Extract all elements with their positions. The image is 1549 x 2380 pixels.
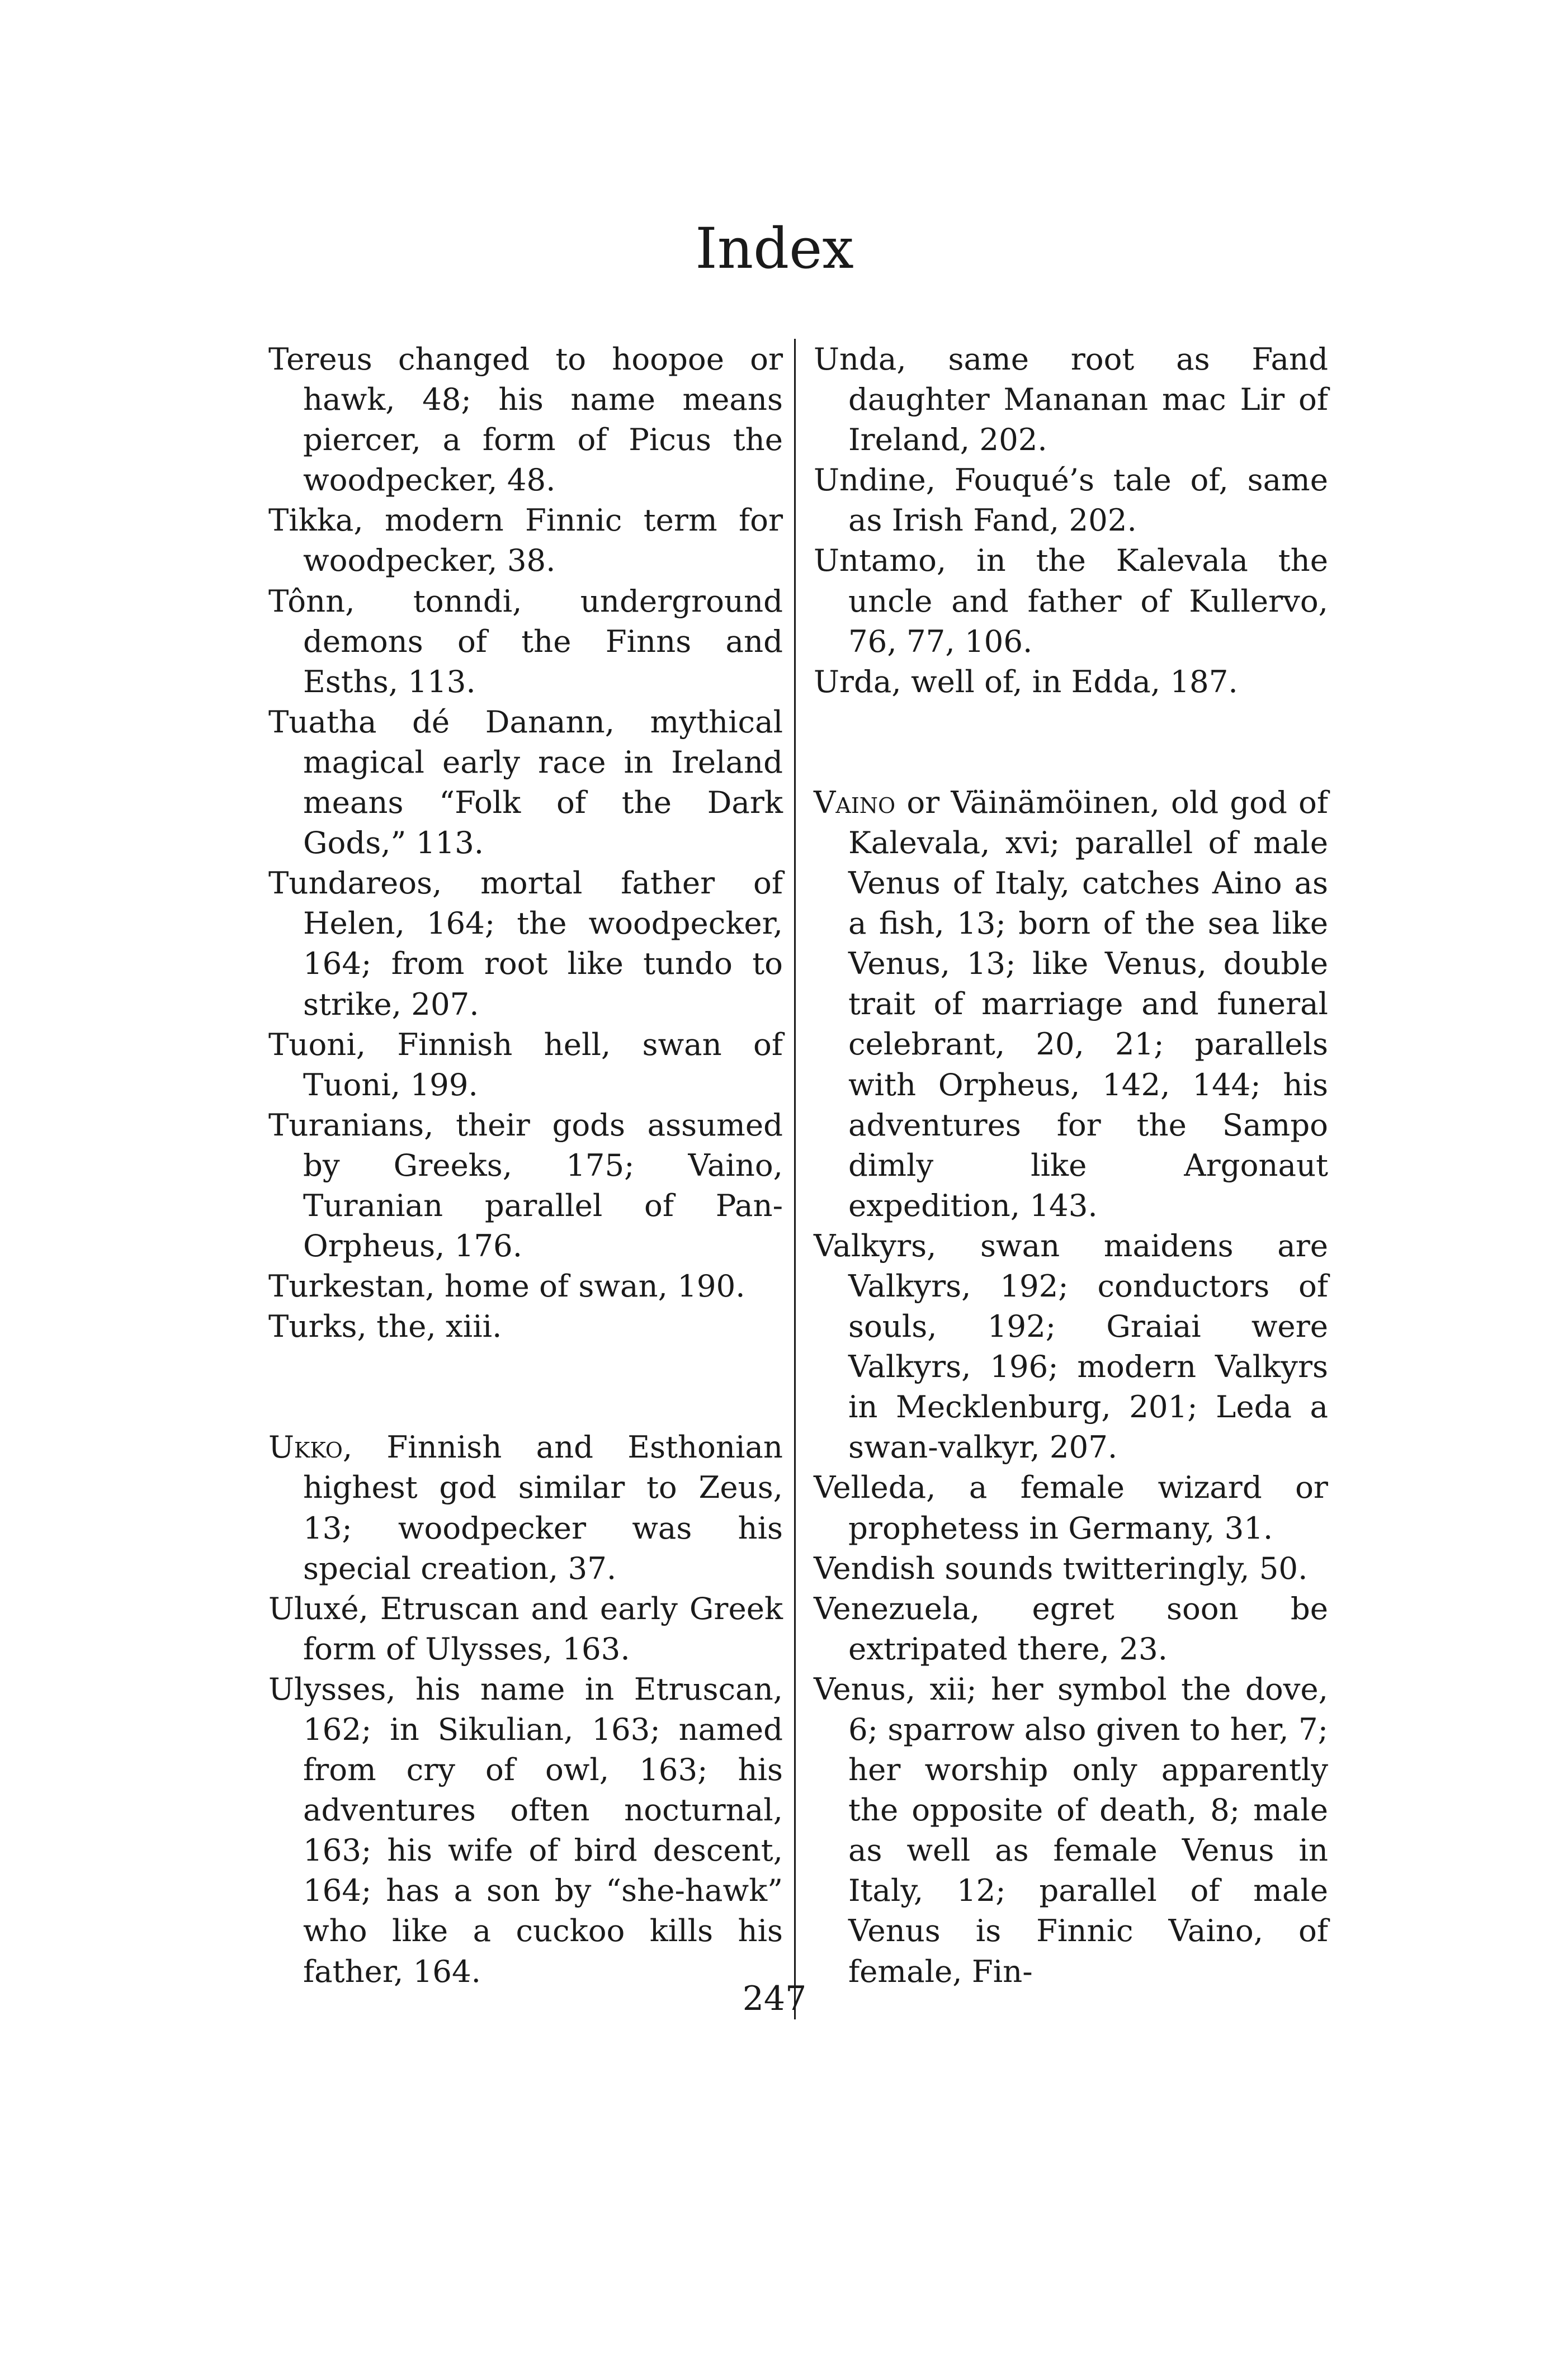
index-entry (268, 1588, 783, 1669)
index-entry (268, 1427, 783, 1588)
index-entry (814, 1669, 1328, 1991)
index-entry (814, 1467, 1328, 1548)
entry-text: well of, in Edda, 187. (901, 663, 1238, 699)
entry-text: modern Finnic term for woodpecker, 38. (303, 502, 783, 579)
entry-head: Ulysses, (268, 1671, 396, 1707)
entry-text: in the Kalevala the uncle and father of Kullervo, 76, 77, 106. (848, 542, 1328, 659)
entry-head: Velleda, (814, 1469, 936, 1506)
index-entry (814, 460, 1328, 540)
entry-head: Turanians, (268, 1106, 434, 1143)
index-entry (268, 702, 783, 863)
entry-head: Uluxé, (268, 1590, 369, 1626)
entry-text: sounds twitteringly, 50. (935, 1550, 1308, 1586)
entry-text: changed to hoopoe or hawk, 48; his name means piercer, a form of Picus the woodpecker, 48. (303, 341, 783, 498)
index-entry (268, 863, 783, 1024)
column-divider (794, 339, 796, 2019)
index-entry (268, 500, 783, 580)
entry-text: tonndi, underground demons of the Finns and Esths, 113. (303, 583, 783, 699)
index-entry (814, 339, 1328, 460)
index-entry (268, 1306, 783, 1346)
entry-head: Vendish (814, 1550, 936, 1586)
entry-head: Ukko, (268, 1429, 353, 1465)
entry-head: Unda, (814, 341, 906, 377)
entry-head: Tundareos, (268, 865, 442, 901)
entry-head: Urda, (814, 663, 901, 699)
index-entry (268, 1105, 783, 1266)
entry-text: Etruscan and early Greek form of Ulysses, 163. (303, 1590, 783, 1667)
index-column-right (814, 339, 1328, 1991)
entry-text: xii; her symbol the dove, 6; sparrow also given to her, 7; her worship only apparently the opposite of death, 8; male as well as female Venus in Italy, 12; parallel of male Venus is Finnic Vaino, of female, Fin- (848, 1671, 1328, 1989)
entry-text: egret soon be extripated there, 23. (848, 1590, 1328, 1667)
entry-head: Venus, (814, 1671, 916, 1707)
entry-head: Turkestan, (268, 1268, 435, 1304)
index-entry (814, 540, 1328, 661)
index-entry (268, 1024, 783, 1105)
index-entry (814, 782, 1328, 1226)
entry-text: the, xiii. (366, 1308, 502, 1345)
entry-text: his name in Etruscan, 162; in Sikulian, 163; named from cry of owl, 163; his adventures often nocturnal, 163; his wife of bird descent, 164; has a son by “she-hawk” who like a cuckoo kills his father, 164. (303, 1671, 783, 1989)
page-title: Index (695, 216, 854, 281)
page-number: 247 (742, 1979, 807, 2018)
entry-head: Vaino (814, 784, 896, 820)
index-entry (814, 1588, 1328, 1669)
entry-head: Turks, (268, 1308, 367, 1345)
entry-text: Finnish hell, swan of Tuoni, 199. (303, 1026, 783, 1103)
index-entry (814, 1226, 1328, 1468)
entry-text: mortal father of Helen, 164; the woodpecker, 164; from root like tundo to strike, 207. (303, 865, 783, 1022)
index-column-left (268, 339, 783, 1991)
index-entry (268, 1266, 783, 1306)
entry-text: their gods assumed by Greeks, 175; Vaino, Turanian parallel of Pan-Orpheus, 176. (303, 1106, 783, 1264)
index-entry (268, 339, 783, 500)
index-entry (268, 581, 783, 702)
entry-head: Tônn, (268, 583, 355, 619)
entry-text: Fouqué’s tale of, same as Irish Fand, 202. (848, 462, 1328, 538)
index-entry (814, 1548, 1328, 1588)
entry-head: Venezuela, (814, 1590, 980, 1626)
entry-head: Tuoni, (268, 1026, 366, 1062)
entry-head: Valkyrs, (814, 1227, 937, 1264)
entry-head: Undine, (814, 462, 936, 498)
entry-text: same root as Fand daughter Mananan mac Lir of Ireland, 202. (848, 341, 1328, 458)
entry-text: Finnish and Esthonian highest god similar to Zeus, 13; woodpecker was his special creation, 37. (303, 1429, 783, 1586)
entry-head: Tereus (268, 341, 372, 377)
entry-head: Untamo, (814, 542, 947, 579)
index-entry (268, 1669, 783, 1991)
entry-text: home of swan, 190. (435, 1268, 745, 1304)
entry-head: Tikka, (268, 502, 363, 538)
entry-text: swan maidens are Valkyrs, 192; conductors of souls, 192; Graiai were Valkyrs, 196; modern Valkyrs in Mecklenburg, 201; Leda a swan-valkyr, 207. (848, 1227, 1328, 1465)
entry-text: dé Danann, mythical magical early race in Ireland means “Folk of the Dark Gods,” 113. (303, 703, 783, 861)
entry-text: a female wizard or prophetess in Germany, 31. (848, 1469, 1328, 1546)
index-entry (814, 661, 1328, 702)
entry-text: or Väinämöinen, old god of Kalevala, xvi; parallel of male Venus of Italy, catches Aino as a fish, 13; born of the sea like Venus, 13; like Venus, double trait of marriage and funeral celebrant, 20, 21; parallels with Orpheus, 142, 144; his adventures for the Sampo dimly like Argonaut expedition, 143. (848, 784, 1328, 1223)
entry-head: Tuatha (268, 703, 377, 740)
